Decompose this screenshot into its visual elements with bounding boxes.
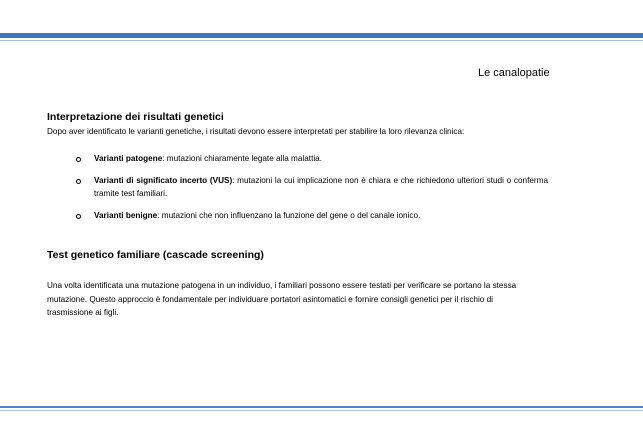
section-body-text: Una volta identificata una mutazione patogena in un individuo, i familiari possono essere testati per verificare se portano la stessa mutazione. Questo approccio è fondamentale per individuare portatori asintomatici e fornire consigli genetici per il rischio di trasmissione ai figli. bbox=[47, 281, 517, 317]
list-item-term: Varianti benigne bbox=[94, 210, 158, 220]
list-item-term: Varianti patogene bbox=[94, 154, 163, 163]
list-item-text: : mutazioni la cui implicazione non è chiara e che richiedono ulteriori studi o conferma tramite test familiari. bbox=[94, 175, 548, 198]
circle-bullet-icon bbox=[76, 179, 81, 184]
variant-list bbox=[47, 152, 548, 230]
top-accent-bar bbox=[0, 33, 643, 38]
list-item bbox=[47, 174, 548, 201]
list-item bbox=[47, 209, 548, 223]
top-accent-line bbox=[0, 40, 643, 41]
page-header-label: Le canalopatie bbox=[478, 67, 550, 79]
bottom-accent-line bbox=[0, 410, 643, 411]
list-item-term: Varianti di significato incerto (VUS) bbox=[94, 175, 233, 185]
list-item bbox=[47, 152, 548, 166]
bottom-accent-bar bbox=[0, 406, 643, 408]
list-item-text: : mutazioni chiaramente legate alla malattia. bbox=[162, 154, 322, 163]
section-intro-text: Dopo aver identificato le varianti genetiche, i risultati devono essere interpretati per stabilire la loro rilevanza clinica: bbox=[47, 127, 465, 136]
section-title-interpretation: Interpretazione dei risultati genetici bbox=[47, 111, 224, 123]
circle-bullet-icon bbox=[76, 214, 81, 219]
section-title-cascade: Test genetico familiare (cascade screening) bbox=[47, 249, 264, 261]
list-item-text: : mutazioni che non influenzano la funzione del gene o del canale ionico. bbox=[157, 210, 421, 220]
circle-bullet-icon bbox=[76, 157, 81, 162]
